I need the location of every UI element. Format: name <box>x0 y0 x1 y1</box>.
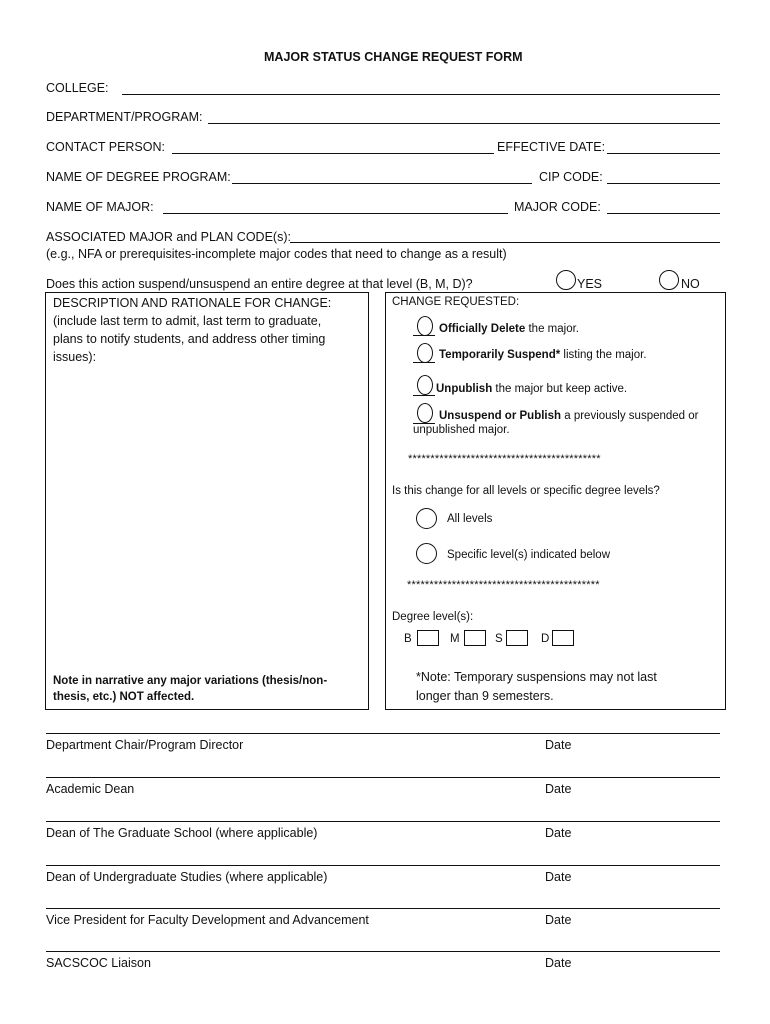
contact-label: CONTACT PERSON: <box>46 140 165 154</box>
temporarily-suspend-bold: Temporarily Suspend* <box>439 349 561 361</box>
signature-date-5: Date <box>545 913 572 927</box>
unsuspend-publish-radio[interactable] <box>417 403 433 423</box>
level-m-checkbox[interactable] <box>464 630 486 646</box>
levels-question: Is this change for all levels or specific degree levels? <box>392 485 660 497</box>
effective-date-input-line[interactable] <box>607 153 720 154</box>
suspension-note-2: longer than 9 semesters. <box>416 689 554 703</box>
temporarily-suspend-radio[interactable] <box>417 343 433 363</box>
unsuspend-publish-rest: a previously suspended or <box>561 410 699 422</box>
contact-input-line[interactable] <box>172 153 494 154</box>
page-title: MAJOR STATUS CHANGE REQUEST FORM <box>264 50 523 64</box>
level-s-checkbox[interactable] <box>506 630 528 646</box>
unsuspend-publish-continued: unpublished major. <box>413 424 510 436</box>
major-name-input-line[interactable] <box>163 213 508 214</box>
description-instruction-2: plans to notify students, and address other timing <box>53 332 326 346</box>
effective-date-label: EFFECTIVE DATE: <box>497 140 606 154</box>
associated-note: (e.g., NFA or prerequisites-incomplete major codes that need to change as a result) <box>46 247 507 261</box>
college-input-line[interactable] <box>122 94 720 95</box>
signature-date-4: Date <box>545 870 572 884</box>
suspension-note-1: *Note: Temporary suspensions may not last <box>416 670 657 684</box>
signature-line-5[interactable] <box>46 908 720 909</box>
college-label: COLLEGE: <box>46 81 109 95</box>
cip-code-input-line[interactable] <box>607 183 720 184</box>
description-heading: DESCRIPTION AND RATIONALE FOR CHANGE: <box>53 296 332 310</box>
description-instruction-3: issues): <box>53 350 97 364</box>
major-name-label: NAME OF MAJOR: <box>46 200 154 214</box>
department-input-line[interactable] <box>208 123 720 124</box>
variation-note-1: Note in narrative any major variations (thesis/non- <box>53 675 328 687</box>
signature-line-6[interactable] <box>46 951 720 952</box>
unsuspend-publish-option <box>439 411 699 423</box>
temporarily-suspend-line <box>413 362 435 363</box>
signature-line-2[interactable] <box>46 777 720 778</box>
yes-radio[interactable] <box>556 270 576 290</box>
officially-delete-option <box>439 324 579 336</box>
signature-role-5: Vice President for Faculty Development and Advancement <box>46 913 369 927</box>
cip-code-label: CIP CODE: <box>539 170 603 184</box>
unpublish-line <box>413 395 435 396</box>
temporarily-suspend-rest: listing the major. <box>560 349 647 361</box>
degree-program-input-line[interactable] <box>232 183 532 184</box>
specific-levels-label: Specific level(s) indicated below <box>447 549 610 561</box>
signature-role-6: SACSCOC Liaison <box>46 956 151 970</box>
signature-role-3: Dean of The Graduate School (where applicable) <box>46 826 318 840</box>
unpublish-rest: the major but keep active. <box>492 383 628 395</box>
signature-date-2: Date <box>545 782 572 796</box>
all-levels-radio[interactable] <box>416 508 437 529</box>
temporarily-suspend-option <box>439 350 647 362</box>
variation-note-2: thesis, etc.) NOT affected. <box>53 691 195 703</box>
all-levels-label: All levels <box>447 513 493 525</box>
major-code-label: MAJOR CODE: <box>514 200 601 214</box>
no-radio[interactable] <box>659 270 679 290</box>
officially-delete-radio[interactable] <box>417 316 433 336</box>
no-label: NO <box>681 277 700 291</box>
signature-date-3: Date <box>545 826 572 840</box>
associated-label: ASSOCIATED MAJOR and PLAN CODE(s): <box>46 230 291 244</box>
officially-delete-bold: Officially Delete <box>439 323 526 335</box>
signature-role-1: Department Chair/Program Director <box>46 738 244 752</box>
level-d-label: D <box>541 633 550 645</box>
unsuspend-publish-bold: Unsuspend or Publish <box>439 410 562 422</box>
suspend-question: Does this action suspend/unsuspend an entire degree at that level (B, M, D)? <box>46 277 473 291</box>
level-d-checkbox[interactable] <box>552 630 574 646</box>
level-m-label: M <box>450 633 460 645</box>
description-instruction-1: (include last term to admit, last term to graduate, <box>53 314 322 328</box>
yes-label: YES <box>577 277 603 291</box>
signature-role-4: Dean of Undergraduate Studies (where applicable) <box>46 870 328 884</box>
signature-date-1: Date <box>545 738 572 752</box>
signature-line-1[interactable] <box>46 733 720 734</box>
unpublish-option <box>436 384 627 396</box>
level-b-checkbox[interactable] <box>417 630 439 646</box>
signature-line-3[interactable] <box>46 821 720 822</box>
degree-program-label: NAME OF DEGREE PROGRAM: <box>46 170 231 184</box>
officially-delete-line <box>413 335 435 336</box>
department-label: DEPARTMENT/PROGRAM: <box>46 110 203 124</box>
signature-date-6: Date <box>545 956 572 970</box>
level-s-label: S <box>495 633 503 645</box>
signature-role-2: Academic Dean <box>46 782 135 796</box>
change-requested-heading: CHANGE REQUESTED: <box>392 296 520 308</box>
associated-input-line[interactable] <box>290 242 720 243</box>
major-code-input-line[interactable] <box>607 213 720 214</box>
level-b-label: B <box>404 633 412 645</box>
separator-stars-2: ******************************************* <box>407 579 600 591</box>
separator-stars-1: ******************************************* <box>408 453 601 465</box>
unpublish-radio[interactable] <box>417 375 433 395</box>
signature-line-4[interactable] <box>46 865 720 866</box>
unpublish-bold: Unpublish <box>436 383 493 395</box>
specific-levels-radio[interactable] <box>416 543 437 564</box>
officially-delete-rest: the major. <box>525 323 579 335</box>
degree-levels-label: Degree level(s): <box>392 611 474 623</box>
